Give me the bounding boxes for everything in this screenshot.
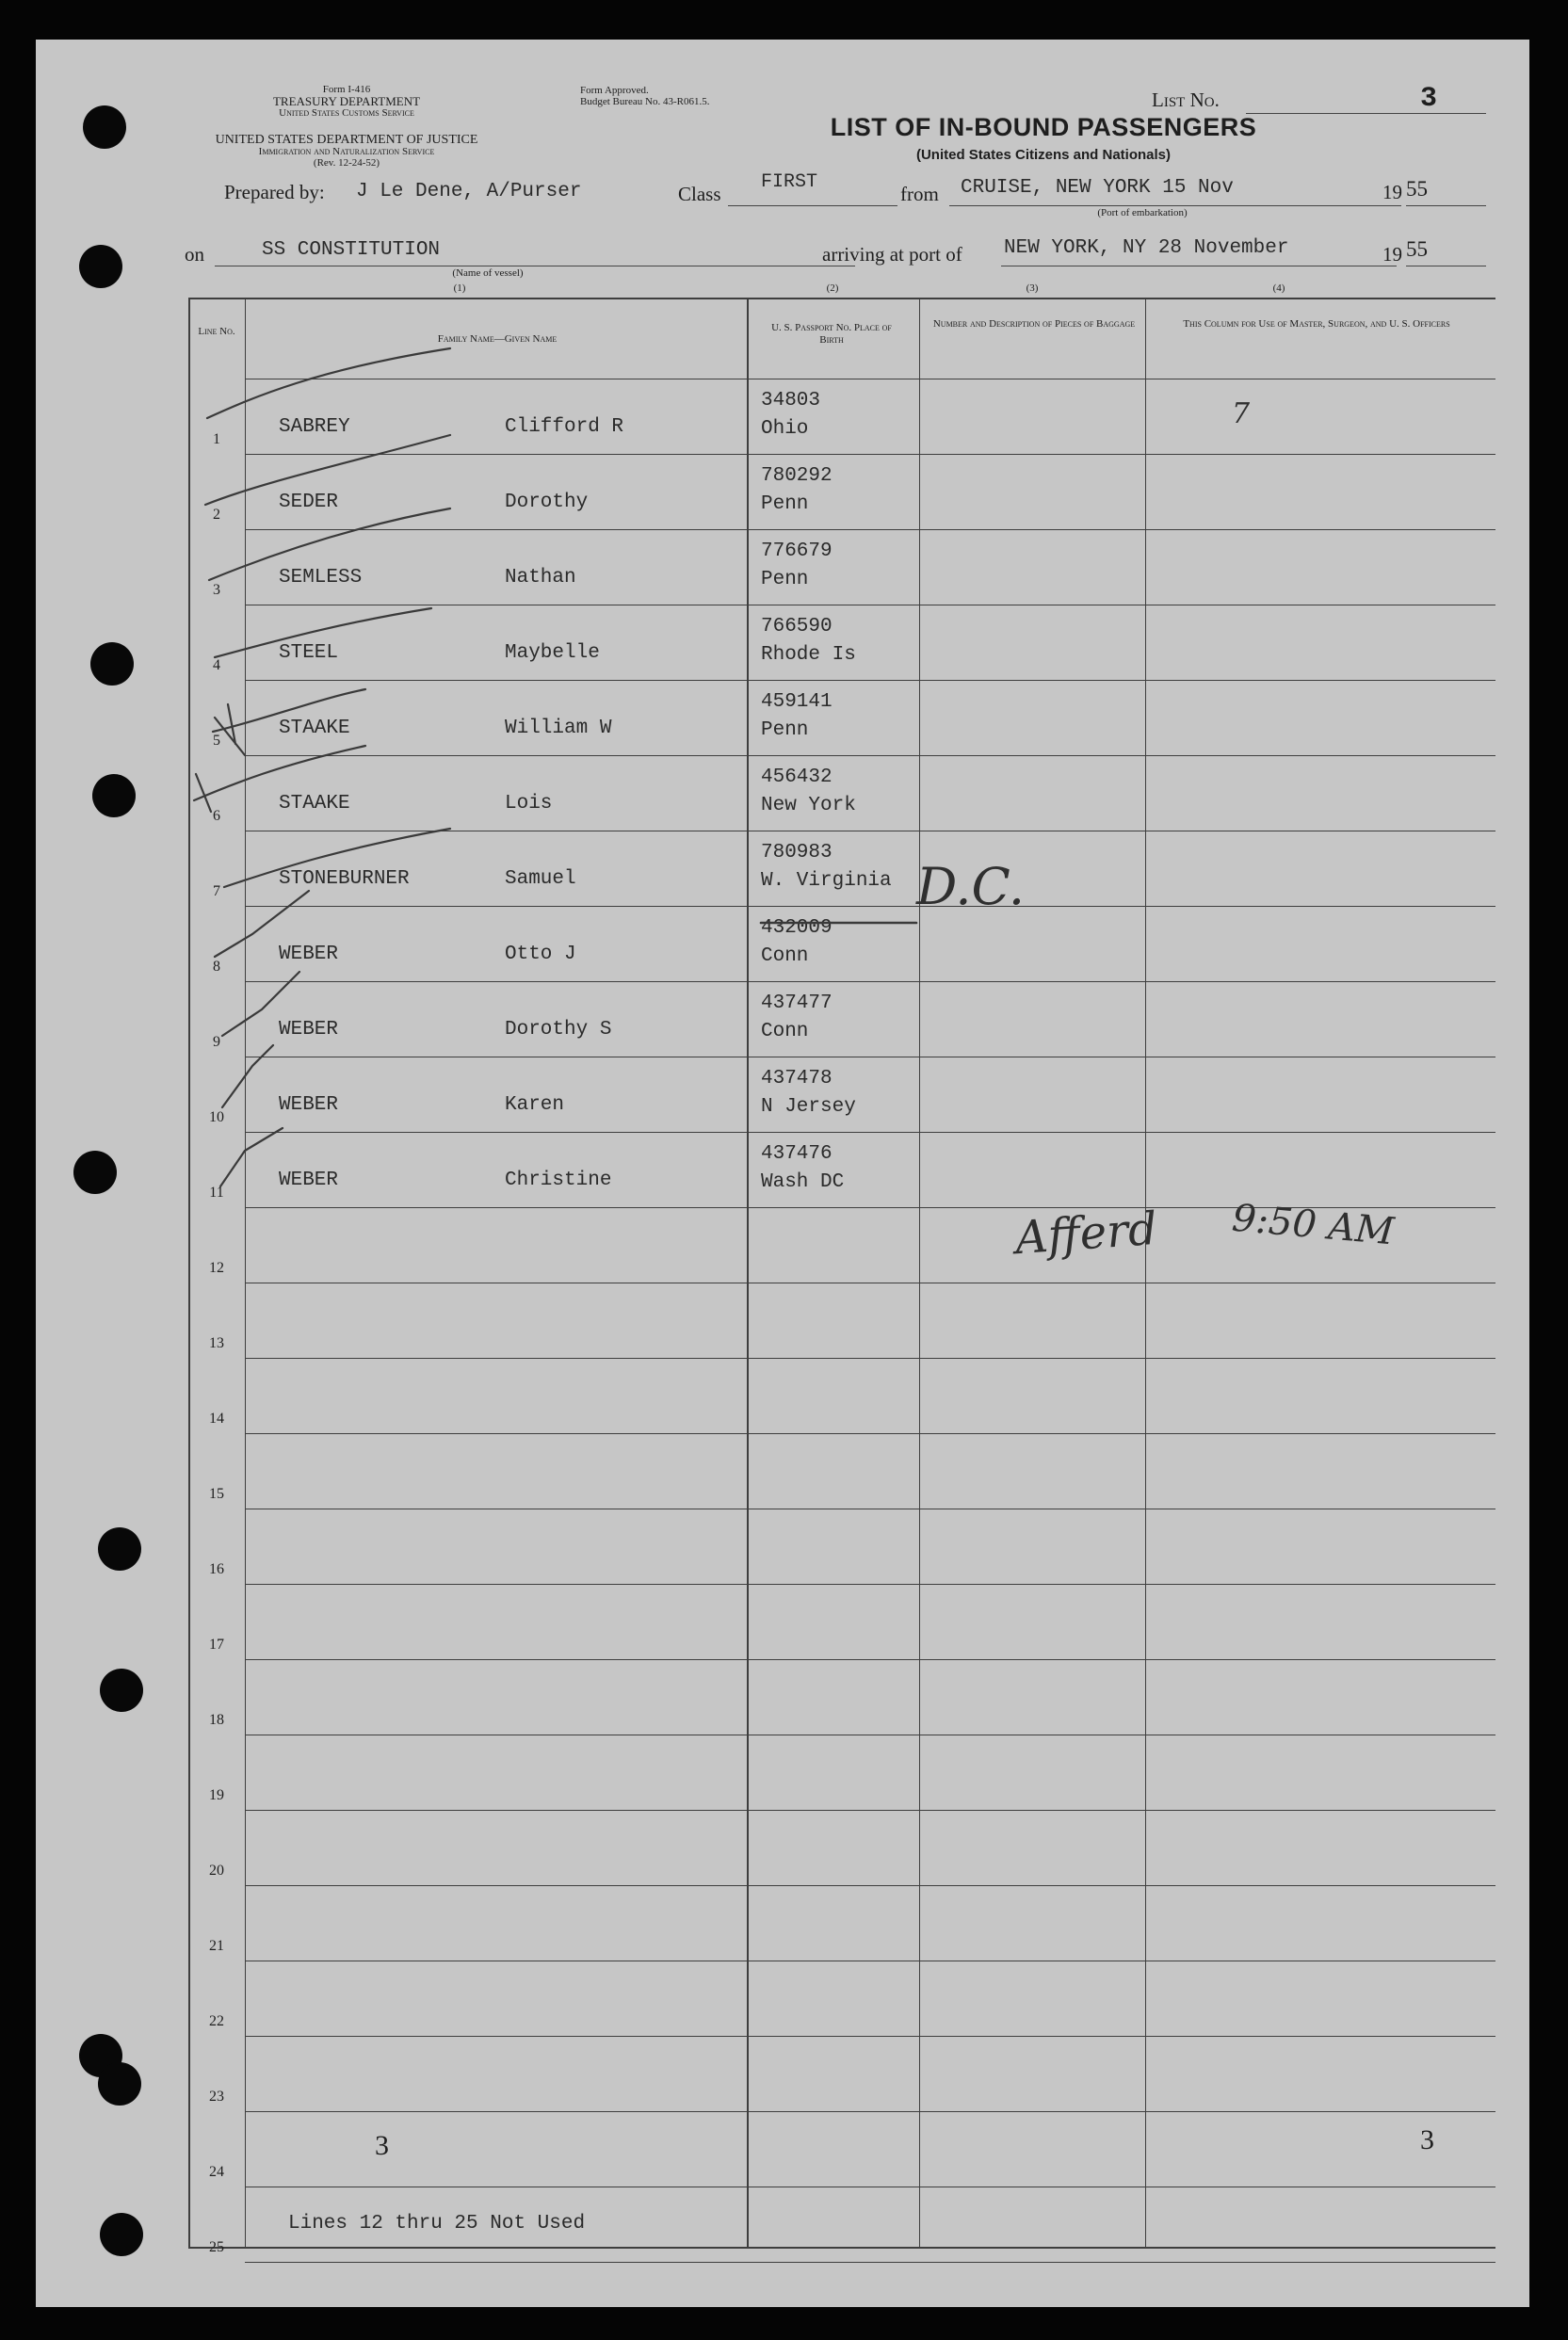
place-of-birth: Conn	[761, 945, 809, 967]
line-number: 3	[213, 582, 220, 598]
place-of-birth: W. Virginia	[761, 870, 892, 892]
form-revision: (Rev. 12-24-52)	[313, 157, 380, 169]
line-number: 16	[209, 1561, 224, 1577]
line-number: 8	[213, 959, 220, 975]
given-name: Nathan	[505, 567, 576, 589]
header-name: Family Name—Given Name	[437, 333, 558, 345]
line-number: 7	[213, 883, 220, 899]
line-number: 17	[209, 1637, 224, 1653]
line-number: 23	[209, 2089, 224, 2105]
form-approved: Form Approved.	[580, 85, 649, 96]
from-label: from	[900, 183, 939, 205]
line-number: 24	[209, 2164, 224, 2180]
total-right: 3	[1420, 2124, 1434, 2155]
line-number: 25	[209, 2239, 224, 2255]
family-name: STONEBURNER	[279, 868, 410, 890]
dc-mark: D.C.	[916, 857, 1026, 916]
total-left: 3	[375, 2130, 389, 2161]
check-mark	[220, 1128, 283, 1186]
family-name: STEEL	[279, 642, 339, 664]
given-name: Samuel	[505, 868, 576, 890]
line-number: 20	[209, 1863, 224, 1879]
signature-time: 9:50 AM	[1230, 1196, 1397, 1254]
passport-number: 776679	[761, 541, 832, 562]
given-name: Otto J	[505, 944, 576, 965]
passport-number: 34803	[761, 390, 821, 412]
manifest-sheet	[36, 40, 1529, 2307]
line-number: 11	[209, 1185, 224, 1201]
arriving-label: arriving at port of	[822, 243, 962, 266]
place-of-birth: Penn	[761, 493, 809, 515]
line-number: 18	[209, 1712, 224, 1728]
place-of-birth: N Jersey	[761, 1096, 856, 1118]
line-number: 14	[209, 1411, 224, 1427]
check-mark	[224, 829, 450, 887]
line-number: 5	[213, 733, 220, 749]
vessel-name: SS CONSTITUTION	[262, 239, 441, 261]
document-subtitle: (United States Citizens and Nationals)	[915, 147, 1172, 163]
given-name: Dorothy	[505, 492, 589, 513]
passport-number: 780292	[761, 465, 832, 487]
check-mark	[213, 689, 365, 755]
passport-number: 432009	[761, 917, 832, 939]
given-name: Clifford R	[505, 416, 624, 438]
family-name: SEDER	[279, 492, 339, 513]
form-number: Form I-416	[322, 84, 371, 95]
passport-number: 437477	[761, 992, 832, 1014]
check-mark	[215, 891, 309, 957]
check-mark	[222, 1045, 273, 1107]
line-number: 22	[209, 2013, 224, 2029]
prepared-by-label: Prepared by:	[224, 181, 325, 203]
family-name: SEMLESS	[279, 567, 363, 589]
header-officers: This Column for Use of Master, Surgeon, and U. S. Officers	[1183, 318, 1450, 330]
given-name: Christine	[505, 1170, 612, 1191]
line-number: 4	[213, 657, 220, 673]
col-num-2: (2)	[826, 282, 839, 294]
passport-number: 459141	[761, 691, 832, 713]
check-mark	[205, 435, 450, 505]
footer-note: Lines 12 thru 25 Not Used	[288, 2213, 586, 2235]
embark-caption: (Port of embarkation)	[1097, 207, 1188, 218]
ins-service: Immigration and Naturalization Service	[258, 146, 435, 157]
vessel-caption: (Name of vessel)	[452, 267, 524, 279]
col-num-3: (3)	[1026, 282, 1039, 294]
family-name: WEBER	[279, 1094, 339, 1116]
check-mark	[222, 972, 299, 1036]
header-baggage: Number and Description of Pieces of Baggage	[932, 318, 1136, 330]
inspector-signature: Afferd	[1013, 1202, 1159, 1266]
on-label: on	[185, 243, 204, 266]
line-number: 6	[213, 808, 220, 824]
passport-number: 766590	[761, 616, 832, 637]
passport-number: 437476	[761, 1143, 832, 1165]
arrival-year-suffix: 55	[1406, 237, 1428, 261]
arrival-year-prefix: 19	[1382, 243, 1402, 266]
line-number: 19	[209, 1787, 224, 1803]
given-name: William W	[505, 718, 612, 739]
place-of-birth: Penn	[761, 719, 809, 741]
check-mark	[209, 508, 450, 580]
justice-dept: UNITED STATES DEPARTMENT OF JUSTICE	[215, 133, 478, 147]
class-value: FIRST	[761, 171, 818, 193]
arrival-port: NEW YORK, NY 28 November	[1004, 237, 1289, 259]
given-name: Maybelle	[505, 642, 600, 664]
line-number: 10	[209, 1109, 224, 1125]
family-name: STAAKE	[279, 718, 350, 739]
line-number: 13	[209, 1335, 224, 1351]
line-number: 2	[213, 507, 220, 523]
col-num-4: (4)	[1272, 282, 1285, 294]
year-prefix: 19	[1382, 181, 1402, 203]
place-of-birth: Wash DC	[761, 1171, 845, 1193]
family-name: WEBER	[279, 944, 339, 965]
family-name: SABREY	[279, 416, 350, 438]
line-number: 21	[209, 1938, 224, 1954]
line-number: 12	[209, 1260, 224, 1276]
family-name: STAAKE	[279, 793, 350, 815]
class-label: Class	[678, 183, 721, 205]
col-num-1: (1)	[453, 282, 466, 294]
check-mark	[207, 348, 450, 418]
from-value: CRUISE, NEW YORK 15 Nov	[961, 177, 1234, 199]
document-title: LIST OF IN-BOUND PASSENGERS	[830, 113, 1257, 141]
year-suffix: 55	[1406, 177, 1428, 201]
list-no-value: 3	[1420, 83, 1438, 115]
check-mark	[194, 746, 365, 812]
line-number: 15	[209, 1486, 224, 1502]
budget-bureau: Budget Bureau No. 43-R061.5.	[580, 96, 710, 107]
customs-service: United States Customs Service	[279, 107, 414, 119]
passport-number: 437478	[761, 1068, 832, 1089]
check-mark	[215, 608, 431, 657]
given-name: Lois	[505, 793, 553, 815]
place-of-birth: Penn	[761, 569, 809, 590]
list-no-label: List No.	[1152, 89, 1220, 111]
officer-mark-row1: 7	[1232, 397, 1251, 430]
passport-number: 456432	[761, 767, 832, 788]
passport-number: 780983	[761, 842, 832, 863]
prepared-by-value: J Le Dene, A/Purser	[356, 181, 582, 202]
family-name: WEBER	[279, 1019, 339, 1041]
line-number: 1	[213, 431, 220, 447]
place-of-birth: Conn	[761, 1021, 809, 1042]
place-of-birth: New York	[761, 795, 856, 816]
place-of-birth: Ohio	[761, 418, 809, 440]
line-number: 9	[213, 1034, 220, 1050]
family-name: WEBER	[279, 1170, 339, 1191]
header-line-no: Line No.	[198, 326, 235, 337]
check-marks	[36, 40, 1529, 2307]
header-passport: U. S. Passport No. Place of Birth	[771, 322, 892, 346]
treasury-dept: TREASURY DEPARTMENT	[272, 94, 421, 108]
given-name: Karen	[505, 1094, 565, 1116]
place-of-birth: Rhode Is	[761, 644, 856, 666]
given-name: Dorothy S	[505, 1019, 612, 1041]
